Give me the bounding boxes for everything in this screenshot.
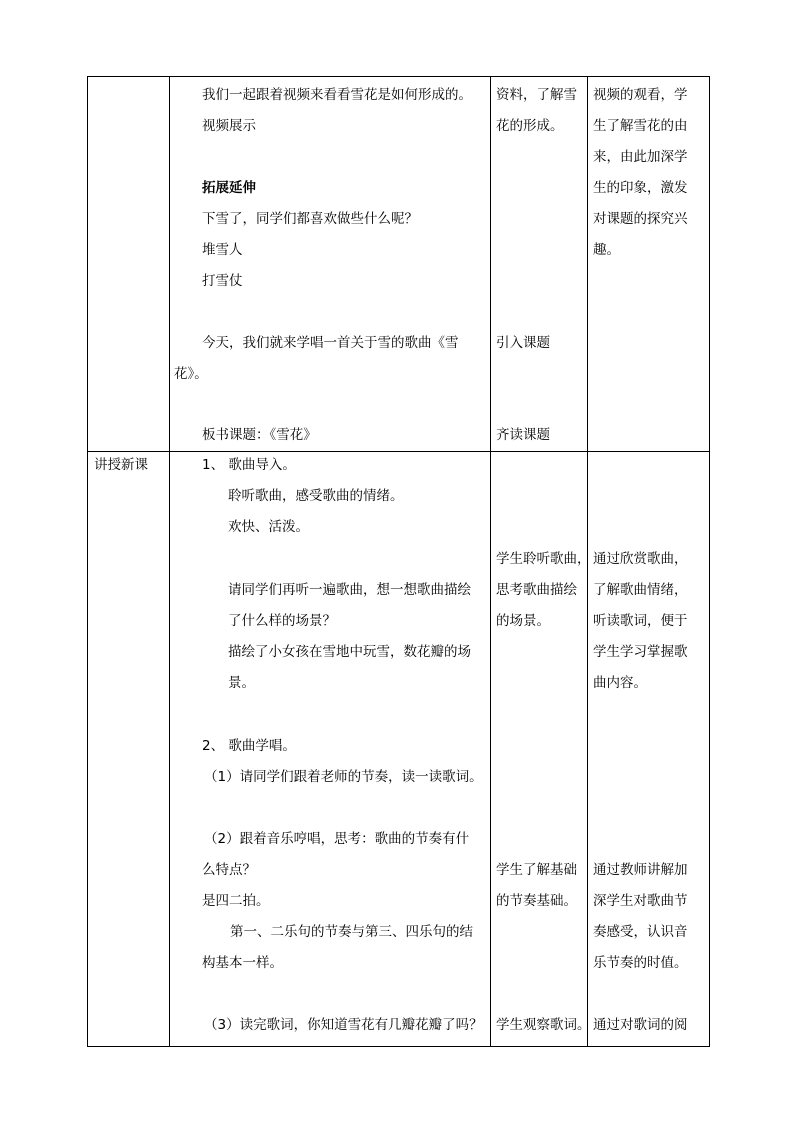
design-intent-cell	[588, 452, 710, 1047]
text-line: 学生了解基础	[496, 862, 577, 878]
text-line: 趣。	[593, 242, 620, 258]
text-line: 堆雪人	[202, 242, 243, 258]
table-row	[88, 77, 710, 452]
section-heading: 拓展延伸	[202, 180, 256, 196]
text-line: 景。	[228, 675, 255, 691]
text-line: （2）跟着音乐哼唱，思考：歌曲的节奏有什	[204, 831, 470, 847]
text-line: 了什么样的场景？	[228, 613, 336, 629]
stage-cell	[88, 452, 170, 1047]
text-line: 生了解雪花的由	[593, 118, 688, 134]
text-line: 曲内容。	[593, 675, 647, 691]
text-line: 对课题的探究兴	[593, 211, 688, 227]
text-line: 的节奏基础。	[496, 893, 577, 909]
text-line: 通过欣赏歌曲，	[593, 551, 688, 567]
text-line: 学生聆听歌曲，	[496, 551, 591, 567]
design-intent-cell	[588, 77, 710, 452]
text-line: 学生观察歌词。	[496, 1017, 591, 1033]
text-line: （3）读完歌词，你知道雪花有几瓣花瓣了吗？	[204, 1017, 483, 1033]
text-line: 通过教师讲解加	[593, 862, 688, 878]
text-line: 么特点？	[202, 862, 256, 878]
text-line: 描绘了小女孩在雪地中玩雪，数花瓣的场	[228, 644, 471, 660]
text-line: 学生学习掌握歌	[593, 644, 688, 660]
text-line: 生的印象，激发	[593, 180, 688, 196]
text-line: 听读歌词，便于	[593, 613, 688, 629]
text-line: 思考歌曲描绘	[496, 582, 577, 598]
text-line: （1）请同学们跟着老师的节奏，读一读歌词。	[204, 769, 483, 785]
teacher-activity-cell	[170, 77, 491, 452]
text-line: 聆听歌曲，感受歌曲的情绪。	[228, 488, 404, 504]
text-line: 欢快、活泼。	[228, 519, 309, 535]
text-line: 的场景。	[496, 613, 550, 629]
text-line: 2、 歌曲学唱。	[202, 738, 296, 754]
text-line: 资料，了解雪	[496, 87, 577, 103]
text-line: 我们一起跟着视频来看看雪花是如何形成的。	[202, 87, 472, 103]
text-line: 齐读课题	[496, 427, 550, 443]
text-line: 深学生对歌曲节	[593, 893, 688, 909]
table-row	[88, 452, 710, 1047]
text-line: 引入课题	[496, 335, 550, 351]
text-line: 打雪仗	[202, 273, 243, 289]
text-line: 1、 歌曲导入。	[202, 457, 296, 473]
text-line: 请同学们再听一遍歌曲，想一想歌曲描绘	[228, 582, 471, 598]
text-line: 第一、二乐句的节奏与第三、四乐句的结	[230, 924, 473, 940]
text-line: 构基本一样。	[202, 955, 283, 971]
text-line: 奏感受，认识音	[593, 924, 688, 940]
stage-cell	[88, 77, 170, 452]
text-line: 来，由此加深学	[593, 149, 688, 165]
student-activity-cell	[491, 452, 591, 1047]
text-line: 板书课题：《雪花》	[202, 427, 317, 443]
text-line: 是四二拍。	[202, 893, 270, 909]
text-line: 视频的观看，学	[593, 87, 688, 103]
text-line: 今天，我们就来学唱一首关于雪的歌曲《雪	[202, 335, 459, 351]
student-activity-cell	[491, 77, 588, 452]
lesson-plan-table	[87, 76, 710, 1047]
text-line: 了解歌曲情绪，	[593, 582, 688, 598]
stage-label: 讲授新课	[94, 457, 148, 473]
text-line: 花》。	[174, 366, 208, 382]
teacher-activity-cell	[170, 452, 491, 1047]
text-line: 花的形成。	[496, 118, 564, 134]
text-line: 乐节奏的时值。	[593, 955, 688, 971]
text-line: 通过对歌词的阅	[593, 1017, 688, 1033]
text-line: 视频展示	[202, 118, 256, 134]
text-line: 下雪了，同学们都喜欢做些什么呢？	[202, 211, 418, 227]
